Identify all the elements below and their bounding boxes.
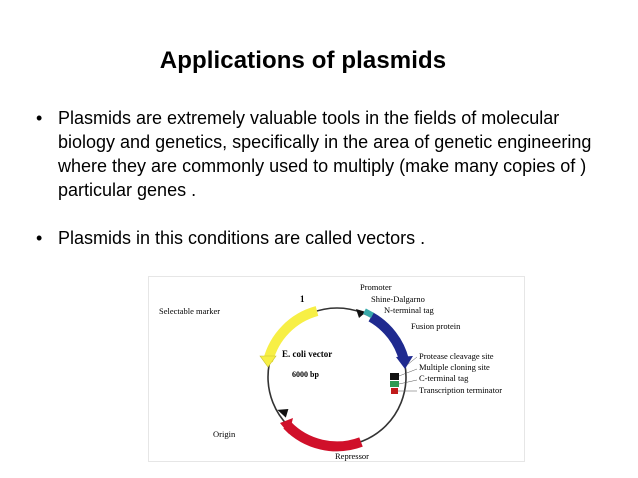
selectable-marker-label: Selectable marker — [159, 306, 221, 316]
bullet-item-plasmid-tools — [36, 106, 596, 202]
n-terminal-tag-label: N-terminal tag — [384, 305, 434, 315]
c-terminal-tag-label: C-terminal tag — [419, 373, 469, 383]
position-marker-label: 1 — [300, 294, 305, 304]
multiple-cloning-site-marker — [390, 373, 399, 380]
transcription-terminator-label: Transcription terminator — [419, 385, 503, 395]
bullet-item-vectors — [36, 226, 596, 250]
mcs-leader-line — [399, 369, 417, 376]
vector-name-label: E. coli vector — [282, 349, 333, 359]
bullet-list — [36, 106, 596, 250]
bullet-dot-icon: • — [36, 108, 43, 128]
multiple-cloning-site-label: Multiple cloning site — [419, 362, 490, 372]
repressor-arc — [287, 425, 361, 446]
repressor-label: Repressor — [335, 451, 369, 461]
c-tag-leader-line — [399, 380, 417, 384]
protease-cleavage-site-label: Protease cleavage site — [419, 351, 494, 361]
promoter-label: Promoter — [360, 282, 392, 292]
plasmid-map-figure — [148, 276, 525, 462]
bullet-text: Plasmids in this conditions are called vectors . — [58, 228, 426, 248]
c-terminal-tag-marker — [390, 381, 399, 387]
shine-dalgarno-label: Shine-Dalgarno — [371, 294, 425, 304]
selectable-marker-arrow-icon — [260, 356, 276, 367]
transcription-terminator-marker — [391, 388, 398, 394]
vector-size-label: 6000 bp — [292, 370, 319, 379]
fusion-protein-label: Fusion protein — [411, 321, 461, 331]
slide-title: Applications of plasmids — [159, 47, 447, 74]
fusion-protein-arc — [371, 317, 404, 360]
bullet-dot-icon: • — [36, 228, 43, 248]
plasmid-map-diagram — [149, 277, 526, 463]
origin-label: Origin — [213, 429, 236, 439]
bullet-text: Plasmids are extremely valuable tools in the fields of molecular biology and genetics, specifically in the area of genetic engineering where they are commonly used to multiply (make many copies of ) particular genes . — [58, 108, 592, 200]
